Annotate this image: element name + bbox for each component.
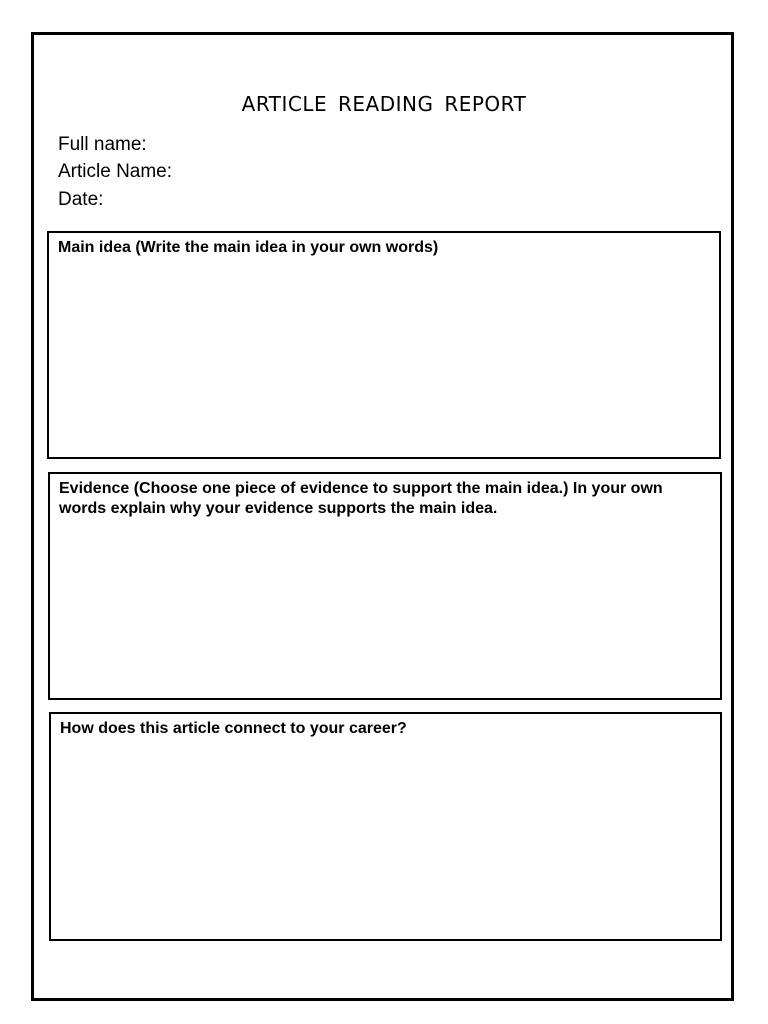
main-idea-prompt: Main idea (Write the main idea in your own words)	[58, 239, 439, 256]
article-name-label: Article Name:	[58, 161, 173, 182]
page-title: ARTICLE READING REPORT	[241, 92, 527, 116]
career-connection-box[interactable]	[49, 712, 722, 941]
full-name-label: Full name:	[58, 134, 147, 155]
date-label: Date:	[58, 189, 104, 210]
main-idea-box[interactable]	[47, 231, 721, 459]
evidence-box[interactable]	[48, 472, 722, 700]
career-connection-prompt: How does this article connect to your career?	[60, 720, 407, 737]
evidence-prompt: Evidence (Choose one piece of evidence to support the main idea.) In your own words explain why your evidence supports the main idea.	[59, 480, 663, 517]
